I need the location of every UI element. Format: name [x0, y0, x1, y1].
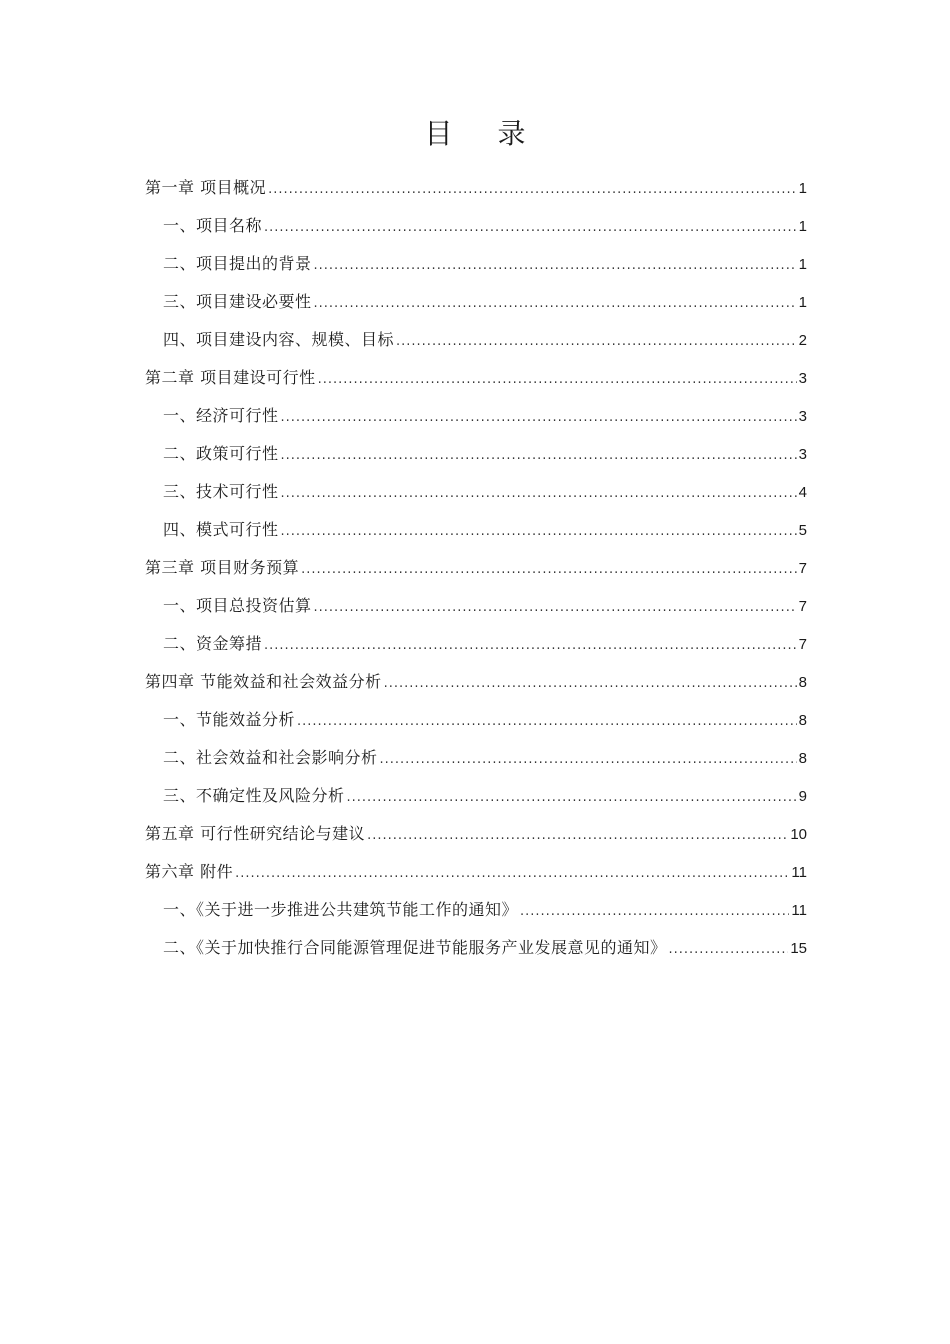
toc-dot-leader	[669, 932, 789, 968]
toc-entry-text: 二、《关于加快推行合同能源管理促进节能服务产业发展意见的通知》	[163, 938, 667, 957]
toc-dot-leader	[297, 704, 797, 740]
toc-section-entry[interactable]	[145, 322, 807, 360]
toc-page-number: 5	[798, 522, 807, 539]
toc-section-entry[interactable]	[145, 284, 807, 322]
toc-entry-text: 二、社会效益和社会影响分析	[163, 748, 378, 767]
toc-entry-text: 一、项目总投资估算	[163, 596, 312, 615]
toc-dot-leader	[281, 400, 797, 436]
toc-entry-text: 一、经济可行性	[163, 406, 279, 425]
toc-page-number: 7	[798, 636, 807, 653]
toc-entry-text: 三、项目建设必要性	[163, 292, 312, 311]
toc-section-entry[interactable]	[145, 778, 807, 816]
toc-page-number: 1	[798, 256, 807, 273]
toc-dot-leader	[281, 438, 797, 474]
toc-dot-leader	[235, 856, 789, 892]
toc-title: 目 录	[424, 117, 544, 150]
toc-page-number: 8	[798, 674, 807, 691]
toc-page-number: 9	[798, 788, 807, 805]
toc-entry-text: 一、项目名称	[163, 216, 263, 235]
toc-dot-leader	[314, 248, 797, 284]
toc-page-number: 11	[791, 864, 807, 881]
toc-dot-leader	[396, 324, 797, 360]
toc-section-entry[interactable]	[145, 930, 807, 968]
toc-dot-leader	[318, 362, 797, 398]
toc-dot-leader	[264, 210, 797, 246]
toc-entry-text: 二、政策可行性	[163, 444, 279, 463]
toc-entry-text: 一、《关于进一步推进公共建筑节能工作的通知》	[163, 900, 519, 919]
toc-dot-leader	[520, 894, 789, 930]
toc-entry-text: 四、项目建设内容、规模、目标	[163, 330, 395, 349]
toc-entry-text: 第五章 可行性研究结论与建议	[145, 824, 366, 843]
toc-page-number: 11	[791, 902, 807, 919]
toc-section-entry[interactable]	[145, 246, 807, 284]
toc-page-number: 3	[798, 446, 807, 463]
toc-chapter-entry[interactable]	[145, 550, 807, 588]
toc-dot-leader	[264, 628, 797, 664]
toc-page-number: 8	[798, 712, 807, 729]
toc-section-entry[interactable]	[145, 892, 807, 930]
toc-dot-leader	[281, 476, 797, 512]
toc-entry-text: 一、节能效益分析	[163, 710, 296, 729]
toc-entry-text: 第四章 节能效益和社会效益分析	[145, 672, 382, 691]
toc-entry-text: 三、不确定性及风险分析	[163, 786, 345, 805]
toc-section-entry[interactable]	[145, 474, 807, 512]
toc-section-entry[interactable]	[145, 626, 807, 664]
toc-page-number: 7	[798, 560, 807, 577]
toc-chapter-entry[interactable]	[145, 854, 807, 892]
toc-chapter-entry[interactable]	[145, 816, 807, 854]
toc-list	[145, 170, 807, 968]
toc-entry-text: 三、技术可行性	[163, 482, 279, 501]
toc-entry-text: 四、模式可行性	[163, 520, 279, 539]
toc-section-entry[interactable]	[145, 398, 807, 436]
toc-section-entry[interactable]	[145, 208, 807, 246]
toc-page-number: 1	[798, 218, 807, 235]
toc-page-number: 8	[798, 750, 807, 767]
toc-section-entry[interactable]	[145, 702, 807, 740]
toc-dot-leader	[380, 742, 797, 778]
toc-chapter-entry[interactable]	[145, 170, 807, 208]
toc-chapter-entry[interactable]	[145, 360, 807, 398]
toc-page-number: 1	[798, 180, 807, 197]
toc-entry-text: 第一章 项目概况	[145, 178, 267, 197]
toc-dot-leader	[314, 286, 797, 322]
toc-entry-text: 第三章 项目财务预算	[145, 558, 300, 577]
toc-section-entry[interactable]	[145, 512, 807, 550]
toc-page-number: 10	[790, 826, 807, 843]
toc-entry-text: 二、项目提出的背景	[163, 254, 312, 273]
toc-page-number: 15	[790, 940, 807, 957]
toc-page-number: 2	[798, 332, 807, 349]
toc-chapter-entry[interactable]	[145, 664, 807, 702]
toc-page-number: 7	[798, 598, 807, 615]
toc-dot-leader	[347, 780, 797, 816]
toc-dot-leader	[268, 172, 797, 208]
toc-page-number: 1	[798, 294, 807, 311]
toc-entry-text: 二、资金筹措	[163, 634, 263, 653]
toc-page-number: 3	[798, 370, 807, 387]
toc-section-entry[interactable]	[145, 436, 807, 474]
toc-entry-text: 第六章 附件	[145, 862, 234, 881]
toc-dot-leader	[367, 818, 788, 854]
toc-section-entry[interactable]	[145, 588, 807, 626]
toc-dot-leader	[301, 552, 797, 588]
toc-section-entry[interactable]	[145, 740, 807, 778]
toc-dot-leader	[281, 514, 797, 550]
toc-dot-leader	[384, 666, 797, 702]
toc-dot-leader	[314, 590, 797, 626]
toc-page-number: 4	[798, 484, 807, 501]
toc-entry-text: 第二章 项目建设可行性	[145, 368, 316, 387]
toc-page-number: 3	[798, 408, 807, 425]
